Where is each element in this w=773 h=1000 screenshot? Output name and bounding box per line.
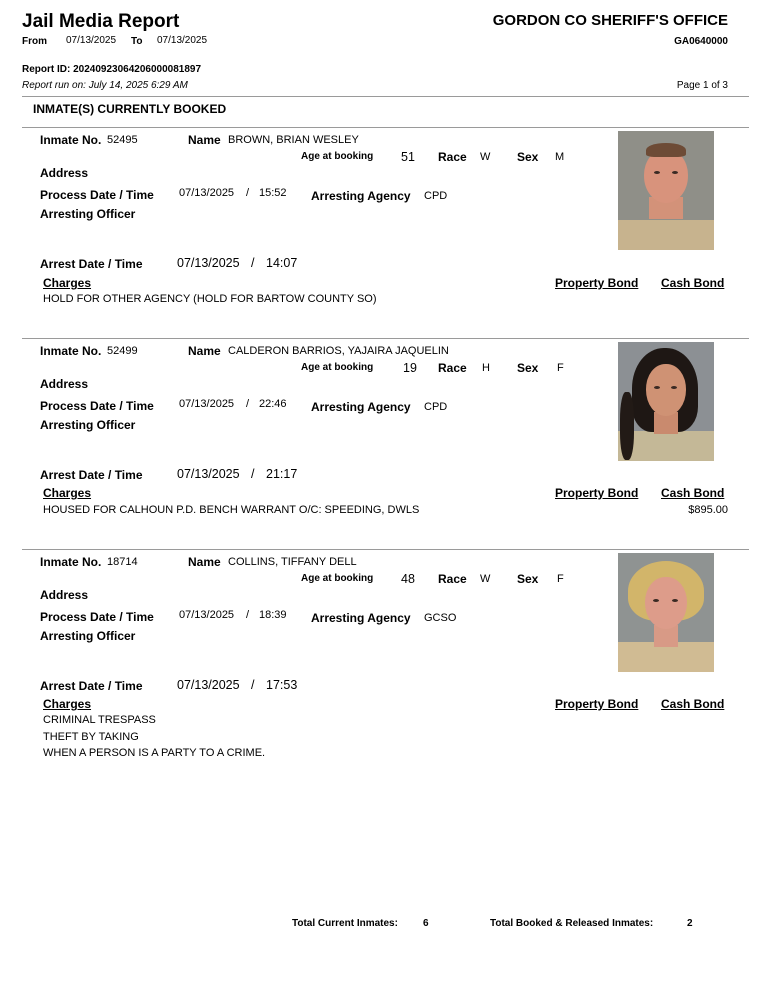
process-time: 15:52 — [259, 187, 287, 199]
name-label: Name — [188, 344, 221, 358]
report-run-date: Report run on: July 14, 2025 6:29 AM — [22, 80, 188, 91]
race-label: Race — [438, 150, 467, 164]
race-label: Race — [438, 572, 467, 586]
charge-line: THEFT BY TAKING — [43, 731, 139, 743]
inmate-no-value: 18714 — [107, 556, 138, 568]
property-bond-label: Property Bond — [555, 276, 639, 290]
officer-label: Arresting Officer — [40, 418, 136, 432]
age-label: Age at booking — [301, 573, 374, 584]
name-value: COLLINS, TIFFANY DELL — [228, 556, 357, 568]
arrest-date: 07/13/2025 — [177, 256, 240, 270]
mugshot-photo — [618, 553, 714, 672]
report-title: Jail Media Report — [22, 11, 180, 32]
address-label: Address — [40, 166, 89, 180]
page-number: Page 1 of 3 — [676, 80, 728, 91]
charges-label: Charges — [43, 697, 92, 711]
arrest-time: 14:07 — [266, 256, 298, 270]
total-released-label: Total Booked & Released Inmates: — [490, 918, 654, 929]
charge-line: HOUSED FOR CALHOUN P.D. BENCH WARRANT O/C: SPEEDING, DWLS — [43, 504, 420, 516]
agency-label: Arresting Agency — [311, 400, 411, 414]
charge-line: CRIMINAL TRESPASS — [43, 714, 156, 726]
address-label: Address — [40, 588, 89, 602]
arrest-label: Arrest Date / Time — [40, 257, 143, 271]
mugshot-photo — [618, 131, 714, 250]
process-slash: / — [246, 187, 250, 199]
arrest-slash: / — [251, 256, 255, 270]
process-date: 07/13/2025 — [179, 398, 235, 410]
inmate-no-label: Inmate No. — [40, 133, 102, 147]
total-current-value: 6 — [423, 918, 429, 929]
cash-bond-label: Cash Bond — [661, 486, 725, 500]
arrest-slash: / — [251, 678, 255, 692]
officer-label: Arresting Officer — [40, 629, 136, 643]
officer-label: Arresting Officer — [40, 207, 136, 221]
sex-value: F — [557, 573, 564, 585]
race-value: H — [482, 362, 490, 374]
charge-line: HOLD FOR OTHER AGENCY (HOLD FOR BARTOW COUNTY SO) — [43, 293, 377, 305]
total-current-label: Total Current Inmates: — [292, 918, 398, 929]
arrest-time: 17:53 — [266, 678, 298, 692]
agency-label: Arresting Agency — [311, 189, 411, 203]
total-released-value: 2 — [687, 918, 693, 929]
age-value: 19 — [403, 361, 417, 375]
sex-value: F — [557, 362, 564, 374]
cash-bond-label: Cash Bond — [661, 697, 725, 711]
record-divider — [22, 338, 749, 339]
inmate-no-label: Inmate No. — [40, 344, 102, 358]
name-label: Name — [188, 555, 221, 569]
age-value: 51 — [401, 150, 415, 164]
charges-label: Charges — [43, 486, 92, 500]
mugshot-photo — [618, 342, 714, 461]
address-label: Address — [40, 377, 89, 391]
race-value: W — [480, 573, 491, 585]
charge-line: WHEN A PERSON IS A PARTY TO A CRIME. — [43, 747, 266, 759]
process-label: Process Date / Time — [40, 399, 154, 413]
arrest-date: 07/13/2025 — [177, 467, 240, 481]
inmate-no-value: 52495 — [107, 134, 138, 146]
inmate-no-value: 52499 — [107, 345, 138, 357]
arrest-date: 07/13/2025 — [177, 678, 240, 692]
from-date: 07/13/2025 — [66, 35, 117, 46]
process-label: Process Date / Time — [40, 188, 154, 202]
name-value: BROWN, BRIAN WESLEY — [228, 134, 359, 146]
ori-code: GA0640000 — [674, 36, 728, 47]
race-value: W — [480, 151, 491, 163]
arrest-time: 21:17 — [266, 467, 298, 481]
to-label: To — [131, 36, 143, 47]
record-divider — [22, 549, 749, 550]
agency-value: CPD — [424, 401, 448, 413]
to-date: 07/13/2025 — [157, 35, 208, 46]
from-label: From — [22, 36, 47, 47]
name-label: Name — [188, 133, 221, 147]
age-label: Age at booking — [301, 151, 374, 162]
inmate-no-label: Inmate No. — [40, 555, 102, 569]
cash-bond-value: $895.00 — [688, 504, 728, 516]
agency-label: Arresting Agency — [311, 611, 411, 625]
process-slash: / — [246, 398, 250, 410]
process-date: 07/13/2025 — [179, 187, 235, 199]
race-label: Race — [438, 361, 467, 375]
report-id: Report ID: 20240923064206000081897 — [22, 64, 202, 75]
process-slash: / — [246, 609, 250, 621]
process-time: 18:39 — [259, 609, 287, 621]
charges-label: Charges — [43, 276, 92, 290]
arrest-label: Arrest Date / Time — [40, 468, 143, 482]
process-time: 22:46 — [259, 398, 287, 410]
agency-value: CPD — [424, 190, 448, 202]
property-bond-label: Property Bond — [555, 486, 639, 500]
age-value: 48 — [401, 572, 415, 586]
process-label: Process Date / Time — [40, 610, 154, 624]
header-divider — [22, 96, 749, 97]
section-title: INMATE(S) CURRENTLY BOOKED — [33, 102, 227, 116]
age-label: Age at booking — [301, 362, 374, 373]
sex-value: M — [555, 151, 565, 163]
sex-label: Sex — [517, 572, 539, 586]
agency-value: GCSO — [424, 612, 457, 624]
sex-label: Sex — [517, 361, 539, 375]
agency-name: GORDON CO SHERIFF'S OFFICE — [492, 12, 728, 29]
sex-label: Sex — [517, 150, 539, 164]
section-divider — [22, 127, 749, 128]
property-bond-label: Property Bond — [555, 697, 639, 711]
name-value: CALDERON BARRIOS, YAJAIRA JAQUELIN — [228, 345, 449, 357]
arrest-slash: / — [251, 467, 255, 481]
cash-bond-label: Cash Bond — [661, 276, 725, 290]
process-date: 07/13/2025 — [179, 609, 235, 621]
arrest-label: Arrest Date / Time — [40, 679, 143, 693]
